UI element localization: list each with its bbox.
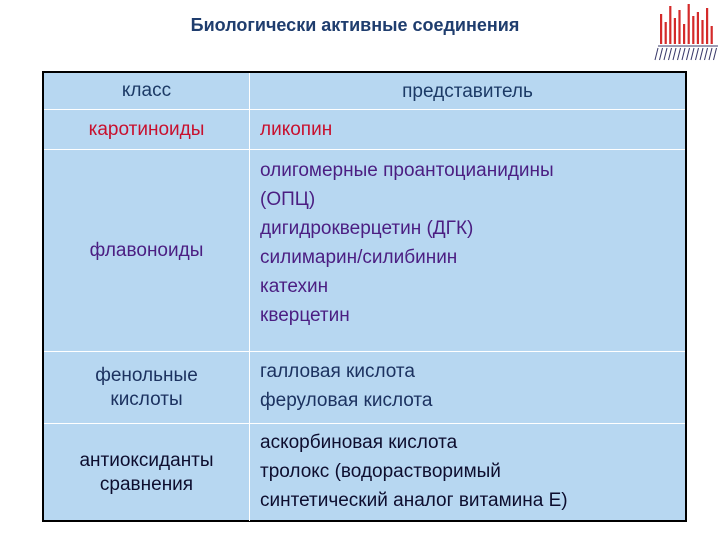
row-items xyxy=(249,352,685,424)
logo-icon xyxy=(654,2,720,64)
class-label: флавоноиды xyxy=(89,240,204,261)
table-row xyxy=(44,423,685,521)
item-label: дигидрокверцетин (ДГК) xyxy=(260,218,474,239)
item-label: аскорбиновая кислота xyxy=(260,432,458,453)
item-label: силимарин/силибинин xyxy=(260,247,458,268)
item-label: синтетический аналог витамина Е) xyxy=(260,490,568,511)
table-row xyxy=(44,149,685,352)
class-label: кислоты xyxy=(110,389,183,410)
row-class xyxy=(44,424,249,521)
header-representative: представитель xyxy=(249,73,685,109)
compounds-table xyxy=(42,71,687,522)
header-class: класс xyxy=(121,80,172,101)
row-class xyxy=(44,150,249,352)
item-label: олигомерные проантоцианидины xyxy=(260,160,554,181)
item-label: галловая кислота xyxy=(260,361,415,382)
item-label: (ОПЦ) xyxy=(260,189,316,210)
item-label: катехин xyxy=(260,276,329,297)
class-label: фенольные xyxy=(95,365,198,386)
item-label: тролокс (водорастворимый xyxy=(260,461,501,482)
table-row xyxy=(44,109,685,150)
class-label: каротиноиды xyxy=(88,119,205,140)
row-items xyxy=(249,110,685,150)
row-items xyxy=(249,424,685,521)
class-label: антиоксиданты xyxy=(79,449,214,471)
item-label: феруловая кислота xyxy=(260,390,433,411)
row-items xyxy=(249,150,685,352)
table-row xyxy=(44,351,685,424)
row-class xyxy=(44,110,249,150)
page-title: Биологически активные соединения xyxy=(190,15,520,35)
class-label: сравнения xyxy=(99,473,194,495)
item-label: кверцетин xyxy=(260,305,350,326)
row-class xyxy=(44,352,249,424)
item-label: ликопин xyxy=(260,119,333,140)
table-header-row xyxy=(44,73,685,109)
